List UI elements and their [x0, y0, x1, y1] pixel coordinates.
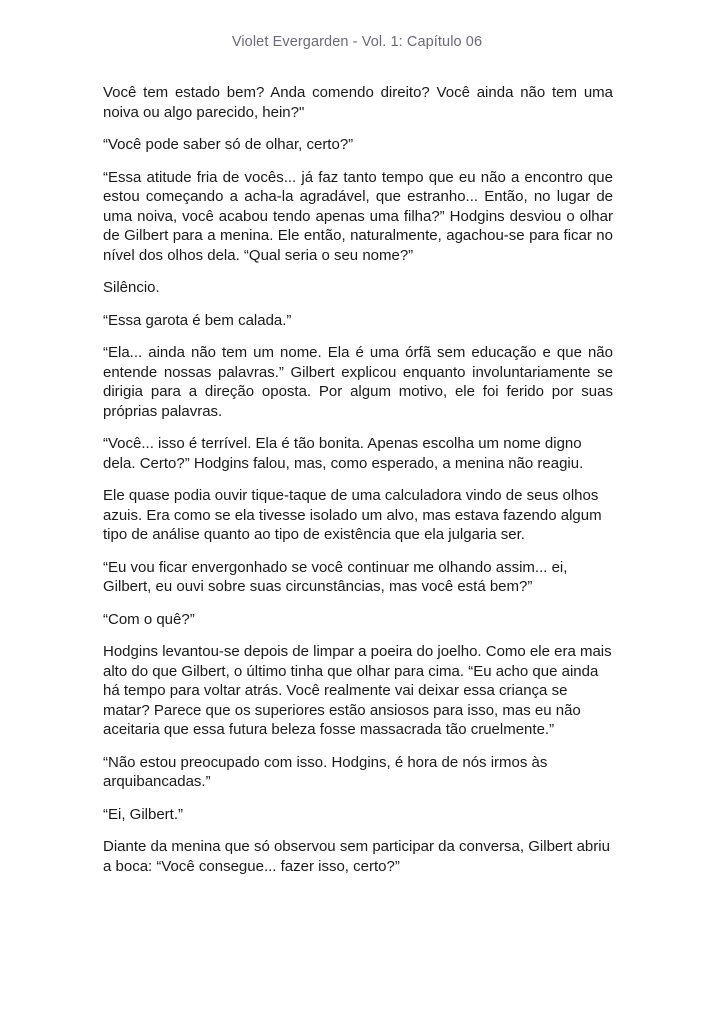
paragraph: Ele quase podia ouvir tique-taque de uma calculadora vindo de seus olhos azuis. Era como se ela tivesse isolado um alvo, mas estava fazendo algum tipo de análise quanto ao tipo de existência que ela julgaria ser. [103, 487, 602, 543]
paragraph: Você tem estado bem? Anda comendo direito? Você ainda não tem uma noiva ou algo parecido, hein?" [103, 84, 613, 121]
paragraph: Hodgins levantou-se depois de limpar a poeira do joelho. Como ele era mais alto do que Gilbert, o último tinha que olhar para cima. “Eu acho que ainda há tempo para voltar atrás. Você realmente vai deixar essa criança se matar? Parece que os superiores estão ansiosos para isso, mas eu não aceitaria que essa futura beleza fosse massacrada tão cruelmente.” [103, 643, 612, 738]
paragraph: “Essa atitude fria de vocês... já faz tanto tempo que eu não a encontro que estou começando a acha-la agradável, que estranho... Então, no lugar de uma noiva, você acabou tendo apenas uma filha?” Hodgins desviou o olhar de Gilbert para a menina. Ele então, naturalmente, agachou-se para ficar no nível dos olhos dela. “Qual seria o seu nome?” [103, 168, 613, 264]
chapter-title: Violet Evergarden - Vol. 1: Capítulo 06 [231, 34, 483, 50]
paragraph: “Não estou preocupado com isso. Hodgins, é hora de nós irmos às arquibancadas.” [103, 753, 548, 790]
page-body [103, 83, 613, 889]
paragraph: Diante da menina que só observou sem participar da conversa, Gilbert abriu a boca: “Você consegue... fazer isso, certo?” [103, 838, 610, 875]
paragraph: Silêncio. [103, 279, 160, 296]
paragraph: “Eu vou ficar envergonhado se você continuar me olhando assim... ei, Gilbert, eu ouvi sobre suas circunstâncias, mas você está bem?” [103, 558, 568, 595]
paragraph: “Você pode saber só de olhar, certo?” [103, 136, 354, 153]
page-header [0, 34, 714, 50]
paragraph: “Ei, Gilbert.” [103, 805, 184, 823]
paragraph: “Ela... ainda não tem um nome. Ela é uma órfã sem educação e que não entende nossas palavras.” Gilbert explicou enquanto involuntariamente se dirigia para a direção oposta. Por algum motivo, ele foi ferido por suas próprias palavras. [103, 344, 613, 420]
paragraph: “Você... isso é terrível. Ela é tão bonita. Apenas escolha um nome digno dela. Certo?” Hodgins falou, mas, como esperado, a menina não reagiu. [103, 435, 584, 472]
paragraph: “Essa garota é bem calada.” [103, 311, 292, 329]
paragraph: “Com o quê?” [103, 610, 195, 628]
